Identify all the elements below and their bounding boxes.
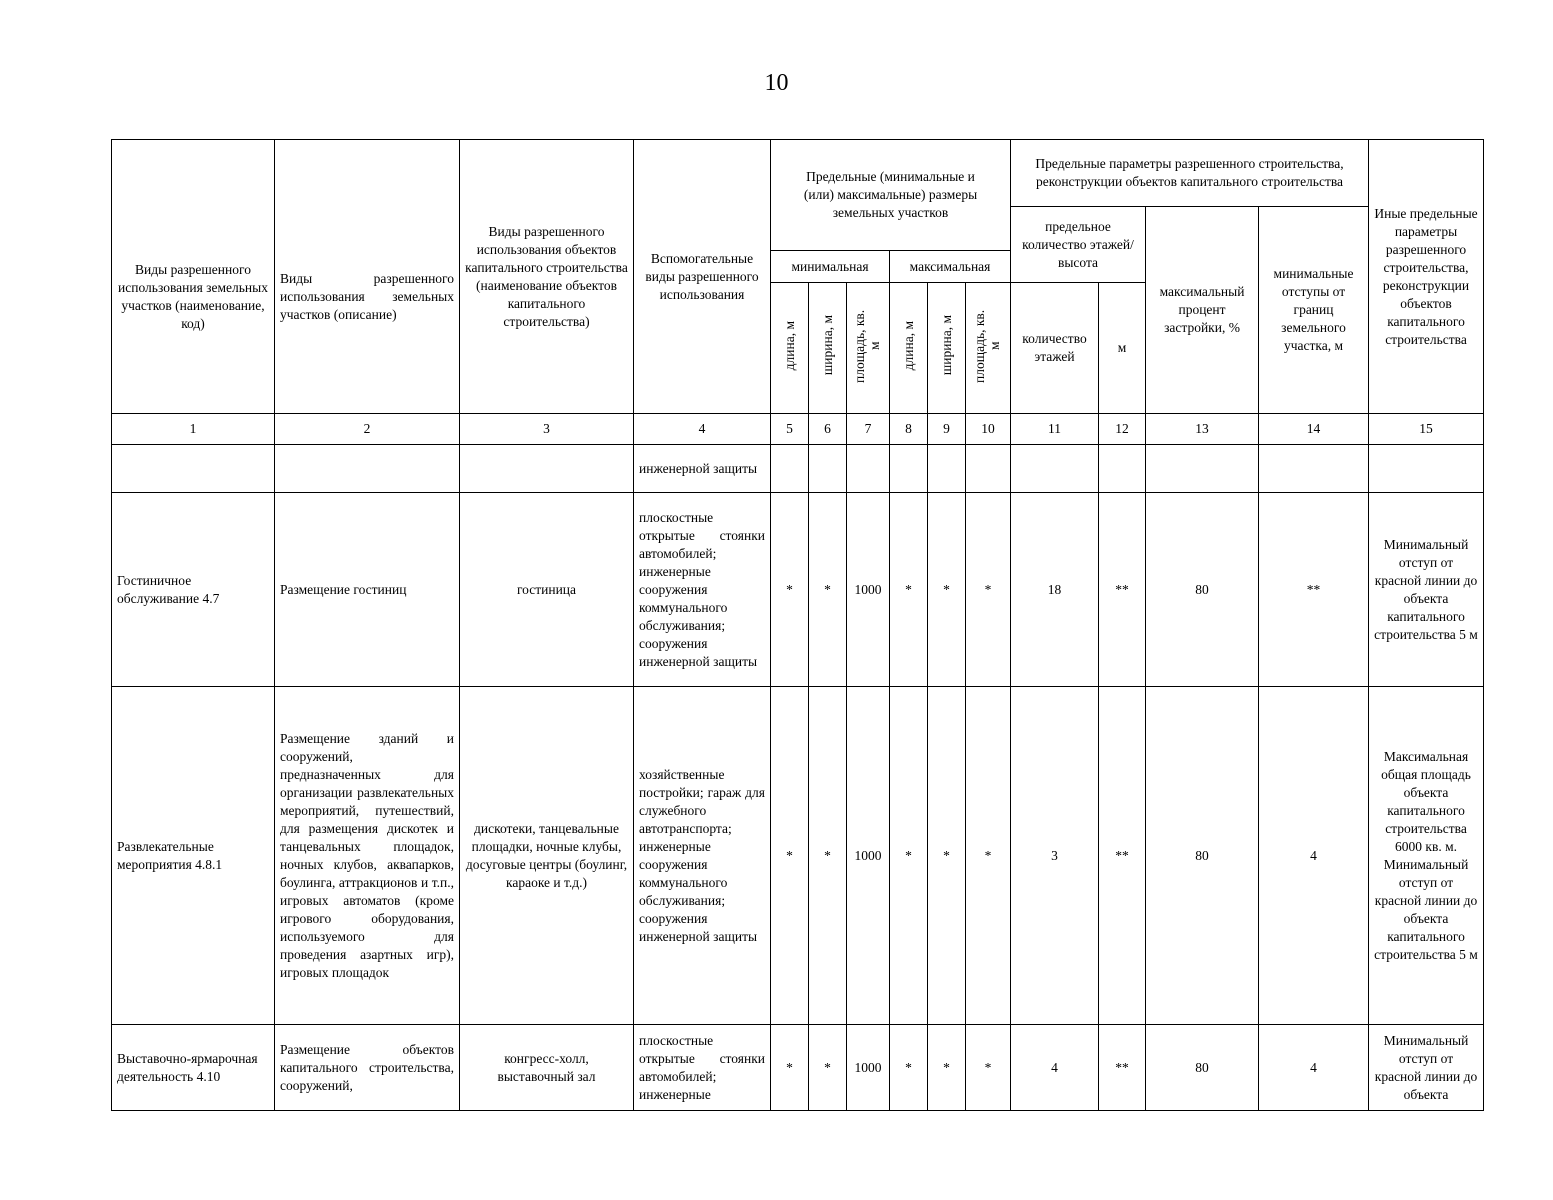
header-m: м [1099, 283, 1146, 414]
cell-max-area: * [966, 493, 1011, 687]
header-min-length [771, 283, 809, 414]
header-floors: количество этажей [1011, 283, 1099, 414]
header-col-4: Вспомогательные виды разрешенного использования [634, 140, 771, 414]
page-number: 10 [764, 70, 789, 96]
cell-max-length [890, 445, 928, 493]
cell-max-width: * [928, 687, 966, 1025]
cell-min-width: * [809, 1025, 847, 1111]
cell-floors [1011, 445, 1099, 493]
cell-auxiliary-uses: хозяйственные постройки; гараж для служебного автотранспорта; инженерные сооружения коммунального обслуживания; сооружения инженерной защиты [634, 687, 771, 1025]
col-num: 15 [1369, 414, 1484, 445]
cell-auxiliary-uses: инженерной защиты [634, 445, 771, 493]
cell-capital-objects: конгресс-холл, выставочный зал [460, 1025, 634, 1111]
header-max-area [966, 283, 1011, 414]
cell-description: Размещение гостиниц [275, 493, 460, 687]
header-col-14: минимальные отступы от границ земельного участка, м [1259, 207, 1369, 414]
col-num: 4 [634, 414, 771, 445]
cell-description: Размещение объектов капитального строительства, сооружений, [275, 1025, 460, 1111]
cell-build-percent [1146, 445, 1259, 493]
cell-setbacks: 4 [1259, 687, 1369, 1025]
header-max: максимальная [890, 251, 1011, 283]
header-min-length-text: длина, м [782, 320, 797, 371]
header-col-2-text: Виды разрешенного использования земельных участков (описание) [280, 270, 454, 322]
header-min-area-text: площадь, кв. м [852, 308, 882, 383]
cell-min-length [771, 445, 809, 493]
cell-height-m: ** [1099, 1025, 1146, 1111]
cell-other-params: Минимальный отступ от красной линии до объекта капитального строительства 5 м [1369, 493, 1484, 687]
header-max-length [890, 283, 928, 414]
col-num: 11 [1011, 414, 1099, 445]
cell-description [275, 445, 460, 493]
cell-min-width: * [809, 493, 847, 687]
cell-floors: 4 [1011, 1025, 1099, 1111]
header-plot-sizes: Предельные (минимальные и (или) максимальные) размеры земельных участков [771, 140, 1011, 251]
cell-min-length: * [771, 493, 809, 687]
cell-floors: 18 [1011, 493, 1099, 687]
col-num: 6 [809, 414, 847, 445]
header-col-1-text: Виды разрешенного использования земельных участков (наименование, код) [118, 261, 268, 331]
cell-auxiliary-uses: плоскостные открытые стоянки автомобилей; инженерные сооружения коммунального обслуживания; сооружения инженерной защиты [634, 493, 771, 687]
header-min-width-text: ширина, м [820, 315, 835, 376]
cell-setbacks [1259, 445, 1369, 493]
cell-capital-objects: дискотеки, танцевальные площадки, ночные клубы, досуговые центры (боулинг, караоке и т.д.) [460, 687, 634, 1025]
table-row [112, 445, 1484, 493]
cell-capital-objects [460, 445, 634, 493]
cell-build-percent: 80 [1146, 493, 1259, 687]
header-max-length-text: длина, м [901, 320, 916, 371]
zoning-table [111, 139, 1484, 1111]
cell-build-percent: 80 [1146, 687, 1259, 1025]
cell-max-width: * [928, 493, 966, 687]
header-max-area-text: площадь, кв. м [972, 308, 1002, 383]
cell-land-use: Выставочно-ярмарочная деятельность 4.10 [112, 1025, 275, 1111]
header-min-area [847, 283, 890, 414]
cell-land-use: Гостиничное обслуживание 4.7 [112, 493, 275, 687]
header-min-width [809, 283, 847, 414]
cell-height-m [1099, 445, 1146, 493]
col-num: 12 [1099, 414, 1146, 445]
header-col-1 [112, 140, 275, 414]
table-row [112, 1025, 1484, 1111]
cell-min-length: * [771, 1025, 809, 1111]
header-min: минимальная [771, 251, 890, 283]
header-col-3: Виды разрешенного использования объектов капитального строительства (наименование объектов капитального строительства) [460, 140, 634, 414]
cell-max-length: * [890, 687, 928, 1025]
cell-min-area: 1000 [847, 1025, 890, 1111]
table-row [112, 493, 1484, 687]
cell-other-params [1369, 445, 1484, 493]
cell-min-length: * [771, 687, 809, 1025]
header-floors-height: предельное количество этажей/высота [1011, 207, 1146, 283]
col-num: 3 [460, 414, 634, 445]
cell-max-area: * [966, 687, 1011, 1025]
cell-min-width [809, 445, 847, 493]
cell-auxiliary-uses: плоскостные открытые стоянки автомобилей; инженерные [634, 1025, 771, 1111]
column-number-row [112, 414, 1484, 445]
header-col-2 [275, 140, 460, 414]
header-col-13: максимальный процент застройки, % [1146, 207, 1259, 414]
cell-max-area: * [966, 1025, 1011, 1111]
col-num: 5 [771, 414, 809, 445]
col-num: 10 [966, 414, 1011, 445]
cell-min-area [847, 445, 890, 493]
cell-height-m: ** [1099, 687, 1146, 1025]
cell-other-params: Минимальный отступ от красной линии до объекта [1369, 1025, 1484, 1111]
col-num: 9 [928, 414, 966, 445]
cell-min-area: 1000 [847, 493, 890, 687]
cell-height-m: ** [1099, 493, 1146, 687]
col-num: 2 [275, 414, 460, 445]
header-max-width [928, 283, 966, 414]
cell-setbacks: 4 [1259, 1025, 1369, 1111]
header-col-15: Иные предельные параметры разрешенного строительства, реконструкции объектов капитального строительства [1369, 140, 1484, 414]
cell-description: Размещение зданий и сооружений, предназначенных для организации развлекательных мероприятий, путешествий, для размещения дискотек и танцевальных площадок, ночных клубов, аквапарков, боулинга, аттракционов и т.п., игровых автоматов (кроме игрового оборудования, используемого для проведения азартных игр), игровых площадок [275, 687, 460, 1025]
cell-land-use: Развлекательные мероприятия 4.8.1 [112, 687, 275, 1025]
col-num: 13 [1146, 414, 1259, 445]
col-num: 14 [1259, 414, 1369, 445]
col-num: 1 [112, 414, 275, 445]
cell-min-width: * [809, 687, 847, 1025]
cell-max-length: * [890, 1025, 928, 1111]
header-max-width-text: ширина, м [939, 315, 954, 376]
cell-build-percent: 80 [1146, 1025, 1259, 1111]
table-row [112, 687, 1484, 1025]
cell-capital-objects: гостиница [460, 493, 634, 687]
cell-other-params: Максимальная общая площадь объекта капитального строительства 6000 кв. м. Минимальный отступ от красной линии до объекта капитального строительства 5 м [1369, 687, 1484, 1025]
cell-floors: 3 [1011, 687, 1099, 1025]
cell-max-width [928, 445, 966, 493]
cell-max-width: * [928, 1025, 966, 1111]
cell-max-length: * [890, 493, 928, 687]
cell-land-use [112, 445, 275, 493]
col-num: 8 [890, 414, 928, 445]
cell-min-area: 1000 [847, 687, 890, 1025]
header-build-params: Предельные параметры разрешенного строительства, реконструкции объектов капитального строительства [1011, 140, 1369, 207]
col-num: 7 [847, 414, 890, 445]
cell-setbacks: ** [1259, 493, 1369, 687]
cell-max-area [966, 445, 1011, 493]
